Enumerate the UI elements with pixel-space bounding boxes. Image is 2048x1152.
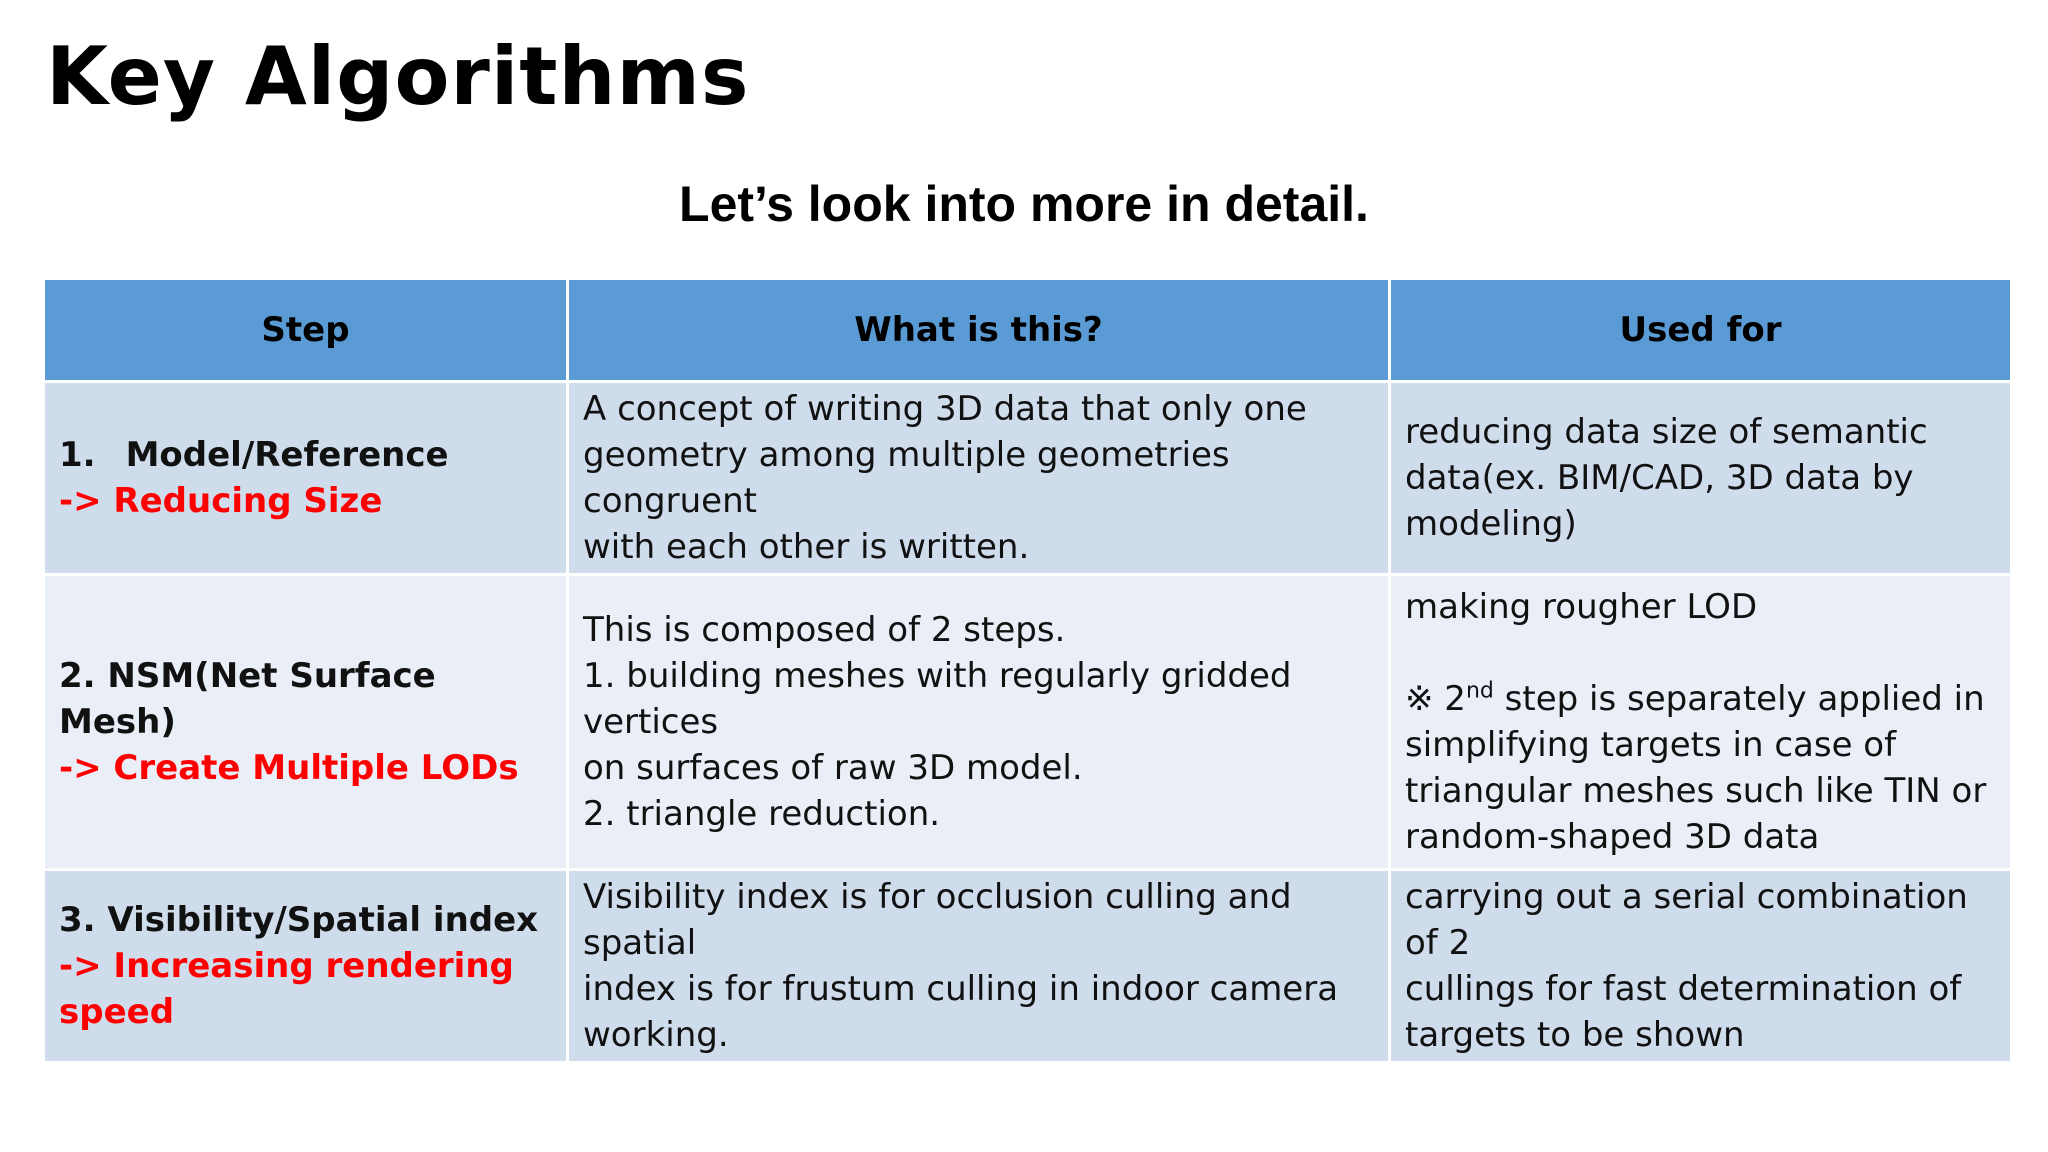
what-line: 2. triangle reduction. (583, 794, 941, 834)
used-for-cell (1390, 382, 2012, 575)
algorithms-table (42, 277, 2013, 1064)
used-note-line (1405, 676, 1996, 722)
used-line: making rougher LOD (1405, 587, 1758, 627)
used-line: cullings for fast determination of (1405, 969, 1962, 1009)
used-line: triangular meshes such like TIN or (1405, 771, 1987, 811)
step-highlight: -> Reducing Size (59, 481, 383, 521)
used-line: reducing data size of semantic (1405, 412, 1928, 452)
slide-subtitle: Let’s look into more in detail. (679, 176, 1369, 232)
used-line: carrying out a serial combination of 2 (1405, 877, 1968, 963)
used-line: data(ex. BIM/CAD, 3D data by (1405, 458, 1914, 498)
what-cell (568, 382, 1390, 575)
step-cell (44, 870, 568, 1063)
column-header-step: Step (44, 279, 568, 382)
what-line: geometry among multiple geometries congruent (583, 435, 1230, 521)
what-line: on surfaces of raw 3D model. (583, 748, 1083, 788)
table-header-row (44, 279, 2012, 382)
what-cell (568, 870, 1390, 1063)
used-line: targets to be shown (1405, 1015, 1745, 1055)
what-cell (568, 575, 1390, 870)
what-line: Visibility index is for occlusion culling and spatial (583, 877, 1292, 963)
slide-title: Key Algorithms (46, 30, 750, 123)
step-title: 3. Visibility/Spatial index (59, 900, 539, 940)
blank-line (1405, 630, 1996, 676)
table-row (44, 575, 2012, 870)
note-rest: step is separately applied in (1493, 679, 1985, 719)
table-row (44, 870, 2012, 1063)
column-header-what: What is this? (568, 279, 1390, 382)
step-highlight: -> Create Multiple LODs (59, 748, 519, 788)
note-prefix: ※ 2 (1405, 679, 1466, 719)
used-for-cell (1390, 575, 2012, 870)
step-highlight: -> Increasing rendering speed (59, 946, 514, 1032)
step-name: Model/Reference (125, 435, 449, 475)
what-line: index is for frustum culling in indoor camera (583, 969, 1339, 1009)
step-title: 2. NSM(Net Surface Mesh) (59, 656, 436, 742)
used-line: random-shaped 3D data (1405, 817, 1820, 857)
table-row (44, 382, 2012, 575)
what-line: with each other is written. (583, 527, 1030, 567)
column-header-used-for: Used for (1390, 279, 2012, 382)
step-cell (44, 575, 568, 870)
used-line: simplifying targets in case of (1405, 725, 1897, 765)
used-for-cell (1390, 870, 2012, 1063)
what-line: This is composed of 2 steps. (583, 610, 1066, 650)
used-line: modeling) (1405, 504, 1577, 544)
what-line: A concept of writing 3D data that only one (583, 389, 1307, 429)
what-line: 1. building meshes with regularly gridded vertices (583, 656, 1292, 742)
step-number: 1. (59, 435, 96, 475)
step-cell (44, 382, 568, 575)
step-title (59, 432, 552, 478)
what-line: working. (583, 1015, 729, 1055)
ordinal-suffix: nd (1465, 678, 1494, 704)
